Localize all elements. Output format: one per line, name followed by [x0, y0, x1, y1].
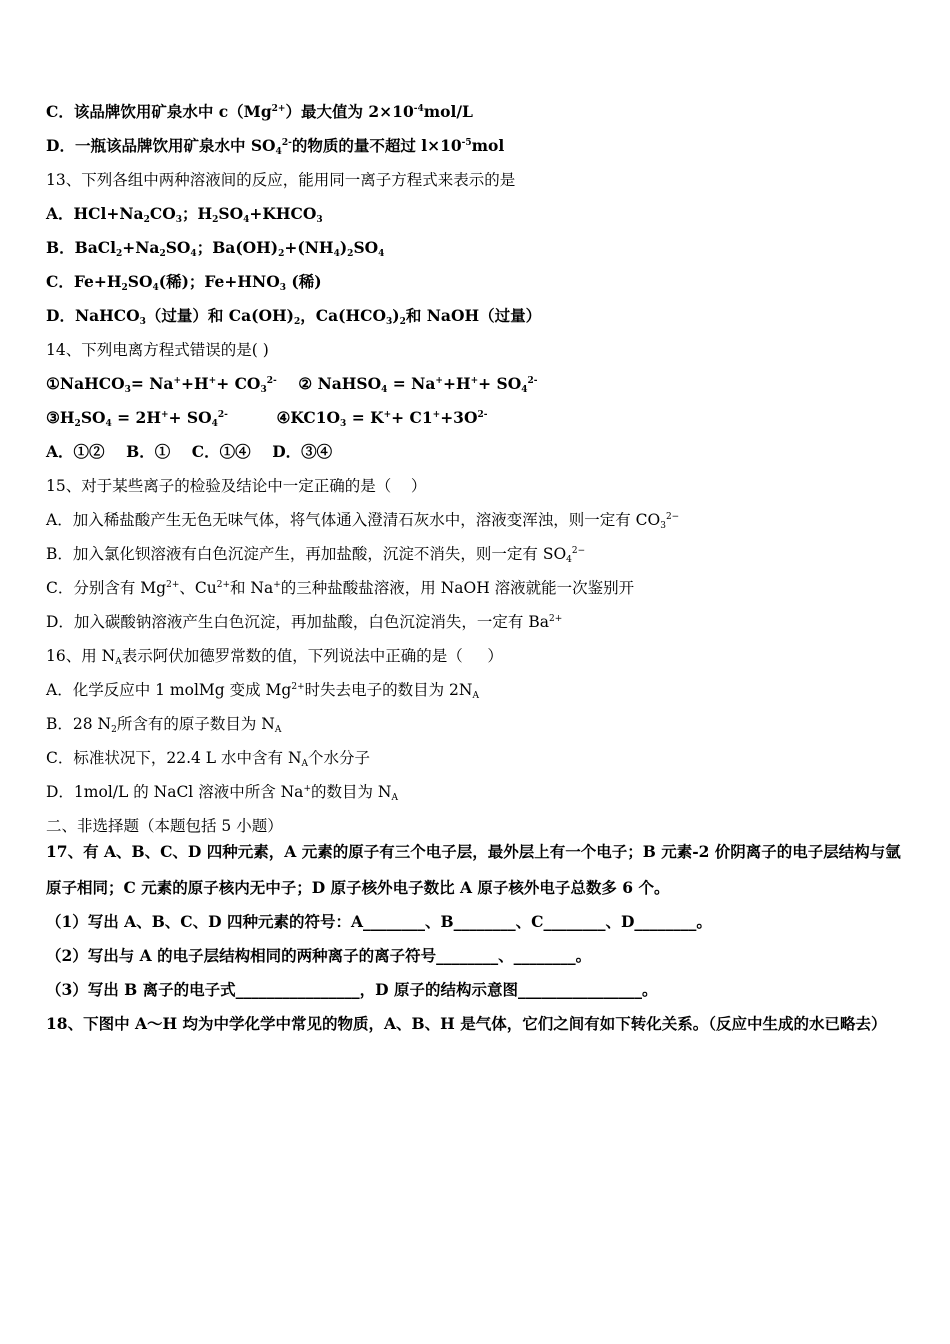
q13-option-a: A．$HCl+Na_2CO_3$；$H_2SO_4+KHCO_3$: [46, 204, 323, 225]
q15-option-a: A．加入稀盐酸产生无色无味气体，将气体通入澄清石灰水中，溶液变浑浊，则一定有 $CO_3^{2-}$: [46, 511, 680, 531]
question-18-stem: 18、下图中 A～H 均为中学化学中常见的物质，A、B、H 是气体，它们之间有如下转化关系。（反应中生成的水已略去）: [46, 1014, 887, 1033]
q17-part-2: （2）写出与 A 的电子层结构相同的两种离子的离子符号________、________。: [46, 946, 592, 965]
q15-option-b: B．加入氯化钡溶液有白色沉淀产生，再加盐酸，沉淀不消失，则一定有 $SO_4^{2-}$: [46, 545, 586, 565]
q14-options: A．①② B．① C．①④ D．③④: [46, 442, 333, 461]
q12-option-d: D．一瓶该品牌饮用矿泉水中 $SO_4^{2-}$的物质的量不超过 $l\times 10^{-5}mol$: [46, 136, 505, 157]
question-16-stem: 16、用 $N_A$表示阿伏加德罗常数的值，下列说法中正确的是（ ）: [46, 647, 503, 667]
question-17-stem: 17、有 A、B、C、D 四种元素，A 元素的原子有三个电子层，最外层上有一个电子；B 元素-2 价阴离子的电子层结构与氩原子相同；C 元素的原子核内无中子；D 原子核外电子数比 A 原子核外电子总数多 6 个。: [46, 842, 901, 897]
q12-option-c: C．该品牌饮用矿泉水中 $c(Mg^{2+})$最大值为 $2\times 10^{-4}mol/L$: [46, 102, 473, 121]
q13-option-c: C．$Fe+H_2SO_4$(稀)；$Fe+HNO_3$ (稀): [46, 272, 322, 293]
question-14-stem: 14、下列电离方程式错误的是( ): [46, 341, 269, 359]
question-13-stem: 13、下列各组中两种溶液间的反应，能用同一离子方程式来表示的是: [46, 171, 516, 189]
q14-equations-1-2: ①NaHCO$_3$= $Na^++H^++ CO_3^{2-}$ ② NaHSO$_4$ = $Na^++H^++ SO_4^{2-}$: [46, 374, 538, 395]
q15-option-c: C．分别含有 $Mg^{2+}$、$Cu^{2+}$和 Na+的三种盐酸盐溶液，用 NaOH 溶液就能一次鉴别开: [46, 579, 635, 597]
q13-option-b: B．$BaCl_2+Na_2SO_4$；$Ba(OH)_2+(NH_4)_2SO_4$: [46, 238, 385, 259]
q16-option-a: A．化学反应中 1 molMg 变成 $Mg^{2+}$时失去电子的数目为 $2N_A$: [46, 681, 479, 701]
q17-part-1: （1）写出 A、B、C、D 四种元素的符号：A________、B________、C________、D________。: [46, 912, 712, 931]
q14-equations-3-4: $③H_2SO_4 = 2H^++ SO_4^{2-}$ $④KC1O_3 = K^++ C1^++3O^{2-}$: [46, 408, 488, 429]
q13-option-d: D．NaHCO$_3$（过量）和 $Ca(OH)_2$，$Ca(HCO_3)_2$和 NaOH（过量）: [46, 306, 542, 327]
q15-option-d: D．加入碳酸钠溶液产生白色沉淀，再加盐酸，白色沉淀消失，一定有 $Ba^{2+}$: [46, 613, 563, 631]
question-15-stem: 15、对于某些离子的检验及结论中一定正确的是（ ）: [46, 477, 427, 495]
q16-option-c: C．标准状况下，22.4 L 水中含有 $N_A$个水分子: [46, 749, 371, 769]
q16-option-d: D．1mol/L 的 NaCl 溶液中所含 Na+的数目为 $N_A$: [46, 783, 398, 803]
q17-part-3: （3）写出 B 离子的电子式________________，D 原子的结构示意图________________。: [46, 980, 658, 999]
q16-option-b: B．28 $N_2$所含有的原子数目为 $N_A$: [46, 715, 282, 735]
section-heading-nonchoice: 二、非选择题（本题包括 5 小题）: [46, 817, 283, 835]
